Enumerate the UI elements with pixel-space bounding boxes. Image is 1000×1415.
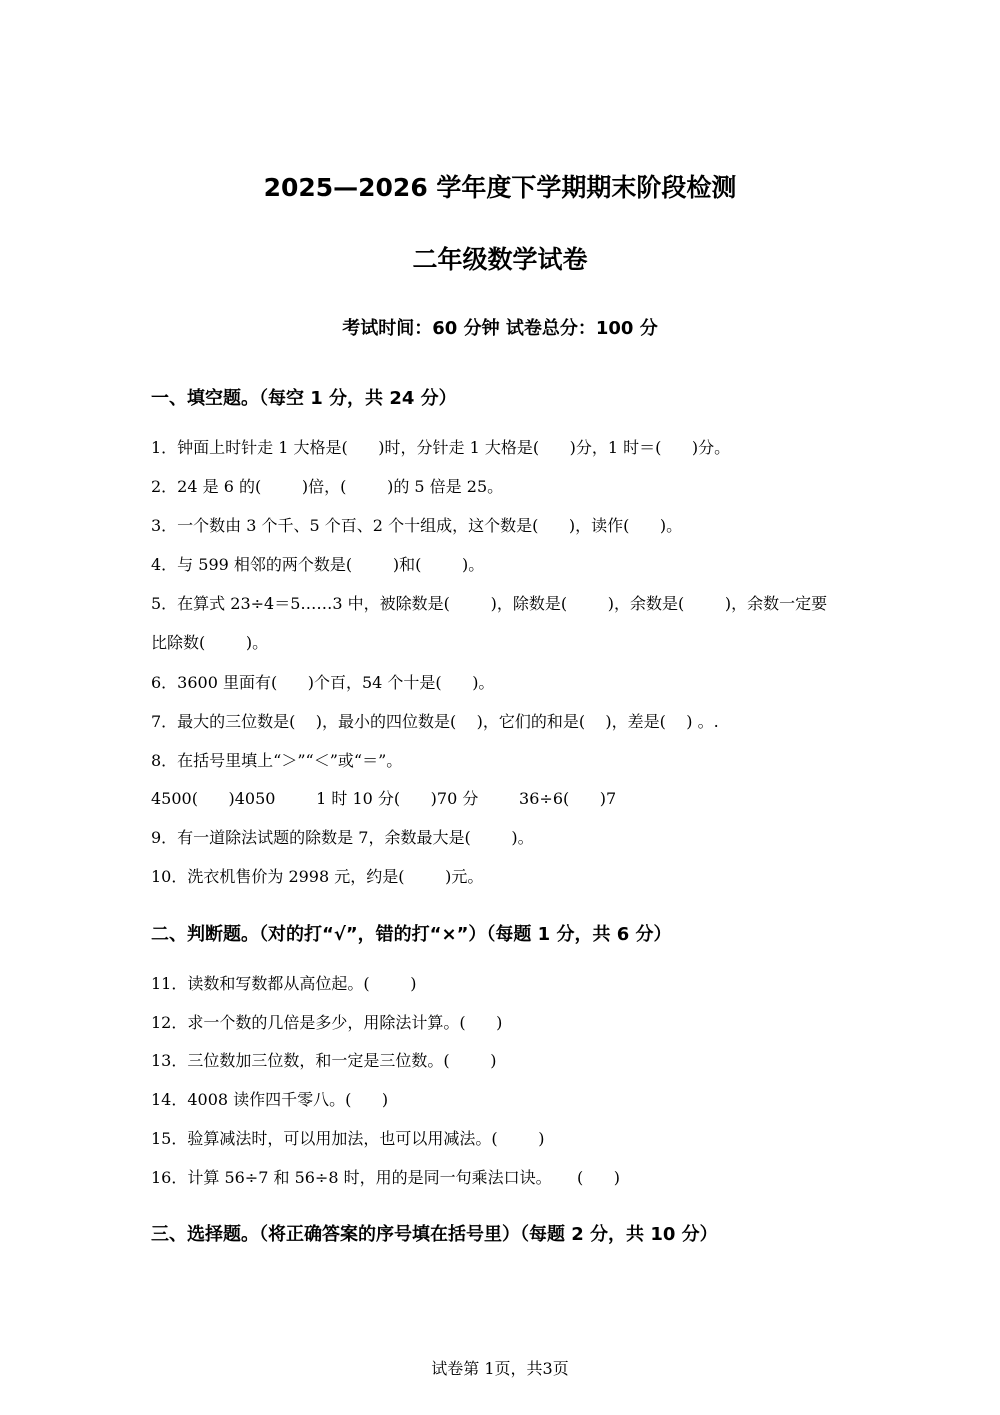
page-footer: 试卷第 1页，共3页 xyxy=(431,1359,569,1378)
question-11: 11．读数和写数都从高位起。( ) xyxy=(151,974,417,993)
question-2: 2．24 是 6 的( )倍，( )的 5 倍是 25。 xyxy=(151,477,504,496)
question-14: 14．4008 读作四千零八。( ) xyxy=(151,1090,389,1109)
question-13: 13．三位数加三位数，和一定是三位数。( ) xyxy=(151,1051,497,1070)
question-12: 12．求一个数的几倍是多少，用除法计算。( ) xyxy=(151,1013,503,1032)
exam-meta: 考试时间：60 分钟 试卷总分：100 分 xyxy=(342,318,658,339)
question-4: 4．与 599 相邻的两个数是( )和( )。 xyxy=(151,555,485,574)
question-16: 16．计算 56÷7 和 56÷8 时，用的是同一句乘法口诀。 ( ) xyxy=(151,1168,621,1187)
question-3: 3．一个数由 3 个千、5 个百、2 个十组成，这个数是( )，读作( )。 xyxy=(151,516,683,535)
question-8: 8．在括号里填上“＞”“＜”或“＝”。 xyxy=(151,751,403,770)
question-9: 9．有一道除法试题的除数是 7，余数最大是( )。 xyxy=(151,828,534,847)
question-15: 15．验算减法时，可以用加法，也可以用减法。( ) xyxy=(151,1129,545,1148)
question-1: 1．钟面上时针走 1 大格是( )时，分针走 1 大格是( )分，1 时＝( )分。 xyxy=(151,438,731,457)
question-8-items: 4500( )4050 1 时 10 分( )70 分 36÷6( )7 xyxy=(151,789,617,808)
question-10: 10．洗衣机售价为 2998 元，约是( )元。 xyxy=(151,867,484,886)
question-6: 6．3600 里面有( )个百，54 个十是( )。 xyxy=(151,673,495,692)
exam-subtitle: 二年级数学试卷 xyxy=(412,245,588,274)
question-5-continued: 比除数( )。 xyxy=(151,633,269,652)
exam-title: 2025—2026 学年度下学期期末阶段检测 xyxy=(263,173,737,202)
question-5: 5．在算式 23÷4＝5……3 中，被除数是( )，除数是( )，余数是( )，余数一定要 xyxy=(151,594,828,613)
section-1-heading: 一、填空题。（每空 1 分，共 24 分） xyxy=(151,388,457,409)
question-7: 7．最大的三位数是( )，最小的四位数是( )，它们的和是( )，差是( ) 。. xyxy=(151,712,719,731)
section-2-heading: 二、判断题。（对的打“√”，错的打“×”）（每题 1 分，共 6 分） xyxy=(151,924,672,945)
section-3-heading: 三、选择题。（将正确答案的序号填在括号里）（每题 2 分，共 10 分） xyxy=(151,1224,718,1245)
